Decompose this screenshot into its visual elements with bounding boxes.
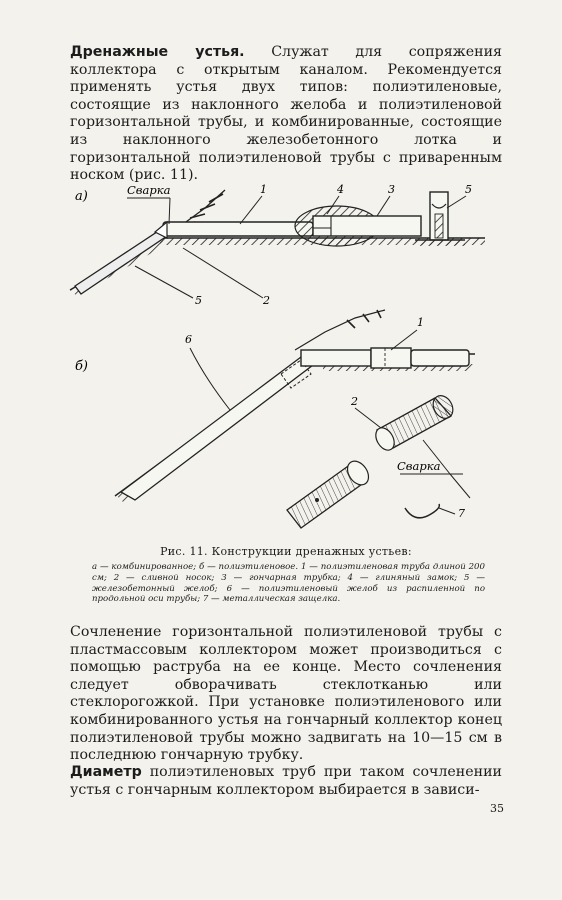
b-label-2: 2 — [351, 395, 358, 408]
label-b: б) — [75, 359, 89, 374]
a-label-5-bottom: 5 — [195, 294, 202, 307]
figure-caption-legend: а — комбинированное; б — полиэтиленовое. 1 — полиэтиленовая труба длиной 200 см; 2 — сливной носок; 3 — гончарная трубка; 4 — глиняный замок; 5 — железобетонный желоб; 6 — полиэтиленовый желоб из распиленной по продольной оси трубы; 7 — металлическая защелка. — [92, 562, 485, 605]
latch-7 — [405, 504, 439, 518]
half-pipe-6 — [121, 354, 317, 500]
a-label-4: 4 — [337, 183, 344, 196]
intro-lead: Дренажные устья. — [70, 44, 245, 60]
weld-label-a: Сварка — [127, 183, 171, 197]
paragraph-2: Сочленение горизонтальной полиэтиленовой трубы с пластмассовым коллектором может производиться с помощью раструба на ее конце. Место сочленения следует обворачивать стеклотканью или стеклорогожкой. При установке полиэтиленового или комбинированного устья на гончарный коллектор конец полиэтиленовой трубы можно задвигать на 10—15 см в последнюю гончарную трубку. — [70, 624, 502, 764]
intro-paragraph — [70, 44, 502, 185]
concrete-trough — [75, 228, 167, 294]
intro-text: Служат для сопряжения коллектора с открытым каналом. Рекомендуется применять устья двух типов: полиэтиленовые, состоящие из наклонного желоба и полиэтиленовой горизонтальной трубы, и комбинированные, состоящие из наклонного железобетонного лотка и горизонтальной полиэтиленовой трубы с приваренным носком (рис. 11). — [70, 44, 502, 184]
p3-text: полиэтиленовых труб при таком сочленении устья с гончарным коллектором выбирается в зависи- — [70, 764, 502, 798]
a-label-5-top: 5 — [465, 183, 472, 196]
diagram-b — [75, 310, 475, 528]
figure-caption-title: Рис. 11. Конструкции дренажных устьев: — [160, 545, 412, 558]
ceramic-pipe-3 — [313, 216, 421, 236]
figure-11 — [55, 178, 515, 536]
pipe-b-left — [301, 350, 371, 366]
a-label-3: 3 — [388, 183, 395, 196]
weld-label-b: Сварка — [397, 459, 441, 473]
b-label-6: 6 — [185, 333, 192, 346]
pipe-b-socket — [371, 348, 411, 368]
label-a: а) — [75, 189, 88, 204]
page-number: 35 — [490, 802, 504, 815]
figure-drawing — [55, 178, 515, 536]
b-label-1: 1 — [417, 316, 424, 329]
paragraph-3 — [70, 764, 502, 799]
a-label-1: 1 — [260, 183, 267, 196]
a-label-2: 2 — [263, 294, 270, 307]
pipe-1-a — [163, 222, 313, 236]
p3-lead: Диаметр — [70, 764, 142, 780]
diagram-a — [70, 183, 485, 307]
b-label-7: 7 — [458, 507, 465, 520]
pipe-b-right — [411, 350, 469, 366]
